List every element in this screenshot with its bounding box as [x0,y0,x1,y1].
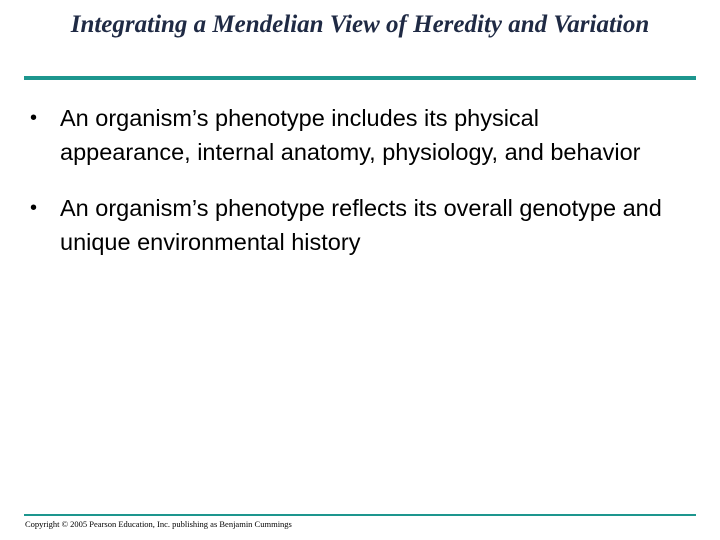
slide-title: Integrating a Mendelian View of Heredity and Variation [70,11,650,38]
footer-divider [24,514,696,516]
bullet-item [30,101,670,169]
title-divider [24,76,696,80]
bullet-marker: • [30,107,38,129]
bullet-list [30,101,670,259]
copyright-notice: Copyright © 2005 Pearson Education, Inc. publishing as Benjamin Cummings [25,519,292,529]
bullet-text: An organism’s phenotype reflects its overall genotype and unique environmental history [60,195,662,255]
bullet-marker: • [30,197,38,219]
bullet-item [30,191,670,259]
bullet-text: An organism’s phenotype includes its physical appearance, internal anatomy, physiology, and behavior [60,105,641,165]
